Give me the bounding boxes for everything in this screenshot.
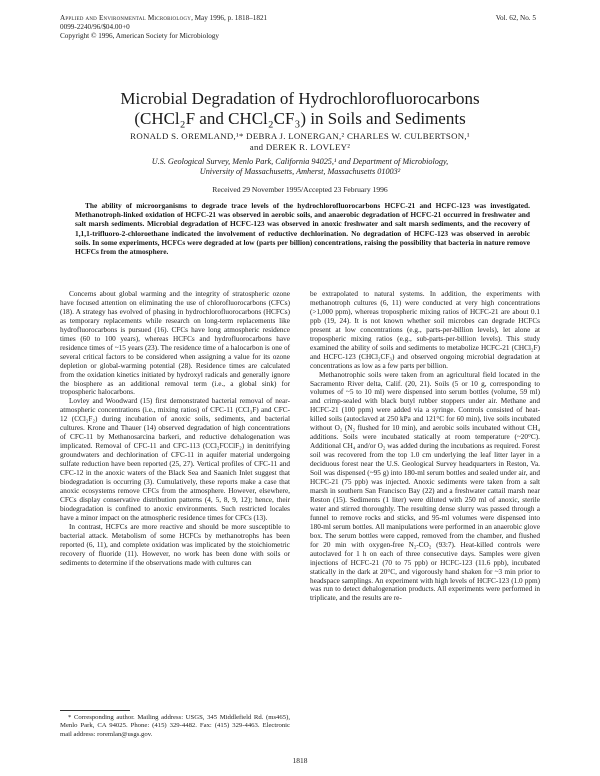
journal-name: Applied and Environmental Microbiology	[60, 14, 192, 22]
title-line-2: (CHCl₂F and CHCl₂CF₃) in Soils and Sediments	[134, 109, 466, 128]
abstract-text: The ability of microorganisms to degrade trace levels of the hydrochlorofluorocarbons HCFC-21 and HCFC-123 was investigated. Methanotroph-linked oxidation of HCFC-21 was observed in aerobic soils, and anaerobic degradation of HCFC-21 occurred in freshwater and salt marsh sediments. Microbial degradation of HCFC-123 was observed in anoxic freshwater and salt marsh sediments, and the recovery of 1,1,1-trifluoro-2-chloroethane indicated the involvement of reductive dechlorination. No degradation of HCFC-123 was observed in aerobic soils. In some experiments, HCFCs were degraded at low (parts per billion) concentrations, raising the possibility that bacteria in nature remove HCFCs from the atmosphere.	[75, 201, 530, 257]
paragraph: Lovley and Woodward (15) first demonstrated bacterial removal of near-atmospheric concentrations (i.e., mixing ratios) of CFC-11 (CCl₃F) and CFC-12 (CCl₂F₂) during incubation of anoxic soils, sediments, and bacterial cultures. Krone and Thauer (14) observed degradation of high concentrations of CFC-11 by Methanosarcina barkeri, and reductive dehalogenation was implicated. Removal of CFC-11 and CFC-113 (CCl₂FCClF₂) in denitrifying groundwaters and dechlorination of CFC-11 in aquifer material undergoing sulfate reduction have been reported (25, 27). Vertical profiles of CFC-11 and CFC-12 in the anoxic waters of the Black Sea and Saanich Inlet suggest that biodegradation is occurring (3). Cumulatively, these reports make a case that anoxic ecosystems remove CFCs from the atmosphere. However, elsewhere, CFCs display conservative distribution patterns (4, 5, 8, 9, 12); hence, their biodegradation is confined to anoxic environments. Such restricted locales have a minor impact on the atmospheric residence times for CFCs (13).	[60, 397, 290, 522]
article-title	[40, 89, 560, 129]
received-dates: Received 29 November 1995/Accepted 23 February 1996	[212, 185, 388, 194]
body-column-left	[60, 290, 290, 568]
title-line-1: Microbial Degradation of Hydrochlorofluorocarbons	[120, 89, 480, 108]
corresponding-author-note: * Corresponding author. Mailing address: USGS, 345 Middlefield Rd. (ms465), Menlo Park, CA 94025. Phone: (415) 329-4482. Fax: (415) 329-4463. Electronic mail address: roremlan@usgs.gov.	[60, 714, 290, 738]
footnote	[60, 714, 290, 739]
abstract	[75, 201, 530, 256]
paragraph: In contrast, HCFCs are more reactive and should be more susceptible to bacterial attack. Metabolism of some HCFCs by methanotrophs has been reported (6, 11), and complete oxidation was implicated by the stoichiometric recovery of fluoride (11). However, no work has been done with soils or sediments to determine if the observations made with cultures can	[60, 522, 290, 567]
author-list	[40, 131, 560, 153]
paragraph: be extrapolated to natural systems. In addition, the experiments with methanotroph cultures (6, 11) were conducted at very high concentrations (>1,000 ppm), whereas tropospheric mixing ratios of HCFC-21 are about 0.1 ppb (19, 24). It is not known whether soil microbes can degrade HCFCs present at low concentrations (e.g., parts-per-billion levels), let alone at tropospheric mixing ratios (e.g., sub-parts-per-billion levels). This study examined the ability of soils and sediments to metabolize HCFC-21 (CHCl₂F) and HCFC-123 (CHCl₂CF₃) and observed ongoing microbial degradation at concentrations as low as a few parts per billion.	[310, 290, 540, 370]
footnote-rule	[60, 710, 130, 711]
volume-number: Vol. 62, No. 5	[495, 14, 536, 22]
body-column-right	[310, 290, 540, 603]
affiliation-line-1: U.S. Geological Survey, Menlo Park, California 94025,¹ and Department of Microbiology,	[151, 157, 449, 166]
running-header	[60, 14, 267, 42]
page-number: 1818	[292, 756, 308, 765]
affiliations	[60, 157, 540, 177]
paragraph: Methanotrophic soils were taken from an agricultural field located in the Sacramento River delta, Calif. (20, 21). Soils (5 or 10 g, corresponding to volumes of ~5 to 10 ml) were dispensed into serum bottles (volume, 59 ml) and crimp-sealed with black butyl rubber stoppers under air. Methane and HCFC-21 (100 ppm) were added via a syringe. Controls consisted of heat-killed soils (autoclaved at 250 kPa and 121°C for 60 min), live soils incubated without O₂ (N₂ flushed for 10 min), and aerobic soils incubated without CH₄ additions. Soils were incubated statically at room temperature (~20°C). Additional CH₄ and/or O₂ was added during the incubations as required. Forest soil was recovered from the top 1.0 cm underlying the leaf litter layer in a deciduous forest near the U.S. Geological Survey headquarters in Reston, Va. Soil was dispensed (~95 g) into 180-ml serum bottles and sealed under air, and HCFC-21 (75 ppb) was injected. Anoxic sediments were taken from a salt marsh in southern San Francisco Bay (22) and a freshwater cattail marsh near Reston (15). Sediments (1 liter) were diluted with 250 ml of anoxic, sterile water and stirred thoroughly. The resulting dense slurry was passed through a funnel to remove rocks and sticks, and 95-ml volumes were dispensed into 180-ml serum bottles. All manipulations were performed in an anaerobic glove box. The serum bottles were capped, removed from the chamber, and flushed for 20 min with oxygen-free N₂-CO₂ (93:7). Heat-killed controls were autoclaved for 1 h on each of three consecutive days. Samples were given injections of HCFC-21 (70 to 75 ppb) or HCFC-123 (11.6 ppb), incubated statically in the dark at 20°C, and vigorously hand shaken for ~3 min prior to headspace samplings. An experiment with high levels of HCFC-123 (1.0 ppm) was run to detect dehalogenation products. All experiments were performed in triplicate, and the results are re-	[310, 370, 540, 603]
issn: 0099-2240/96/$04.00+0	[60, 23, 130, 32]
copyright: Copyright © 1996, American Society for Microbiology	[60, 32, 219, 41]
issue-pages: , May 1996, p. 1818–1821	[191, 14, 268, 22]
authors-line-1: RONALD S. OREMLAND,¹* DEBRA J. LONERGAN,² CHARLES W. CULBERTSON,¹	[130, 131, 470, 141]
paragraph: Concerns about global warming and the integrity of stratospheric ozone have focused attention on eliminating the use of chlorofluorocarbons (CFCs) (18). A strategy has evolved of phasing in hydrochlorofluorocarbons (HCFCs) as temporary replacements while research on long-term replacements like hydrofluorocarbons is pursued (16). CFCs have long atmospheric residence times (60 to 100 years), whereas HCFCs and hydrofluorocarbons have residence times of ~15 years (23). The residence time of a halocarbon is one of several critical factors to be considered when assigning a value for its ozone depletion or global-warming potential (28). Residence times are calculated from the oxidation kinetics initiated by hydroxyl radicals and generally ignore the biosphere as an additional removal term (i.e., a global sink) for tropospheric halocarbons.	[60, 290, 290, 397]
authors-line-2: and DEREK R. LOVLEY²	[249, 142, 351, 152]
journal-citation	[60, 14, 267, 23]
affiliation-line-2: University of Massachusetts, Amherst, Massachusetts 01003²	[199, 167, 401, 177]
